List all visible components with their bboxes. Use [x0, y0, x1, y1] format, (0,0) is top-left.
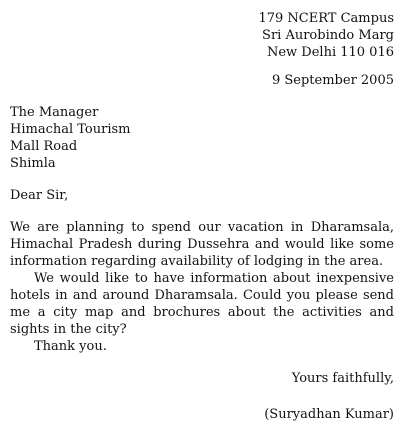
letter-date	[10, 72, 394, 89]
thanks-line: Thank you.	[34, 339, 107, 354]
body-paragraph-2: We would like to have information about inexpensive hotels in and around Dharamsala. Could you please send me a city map and brochures about the activities and sights in the city?	[10, 271, 394, 337]
recipient-address-line: Shimla	[10, 156, 56, 171]
signature: (Suryadhan Kumar)	[264, 407, 394, 422]
recipient-address	[10, 104, 394, 172]
sender-address-line: Sri Aurobindo Marg	[262, 28, 394, 43]
closing: Yours faithfully,	[291, 371, 394, 386]
sender-address	[10, 10, 394, 61]
recipient-address-line: Mall Road	[10, 139, 78, 154]
letter	[10, 10, 394, 423]
date-text: 9 September 2005	[271, 73, 394, 88]
sender-address-line: New Delhi 110 016	[266, 45, 394, 60]
sender-address-line: 179 NCERT Campus	[258, 11, 394, 26]
recipient-address-line: The Manager	[10, 105, 99, 120]
recipient-address-line: Himachal Tourism	[10, 122, 131, 137]
salutation: Dear Sir,	[10, 188, 69, 203]
body-paragraph-1: We are planning to spend our vacation in Dharamsala, Himachal Pradesh during Dussehra and would like some information regarding availability of lodging in the area.	[10, 220, 394, 269]
